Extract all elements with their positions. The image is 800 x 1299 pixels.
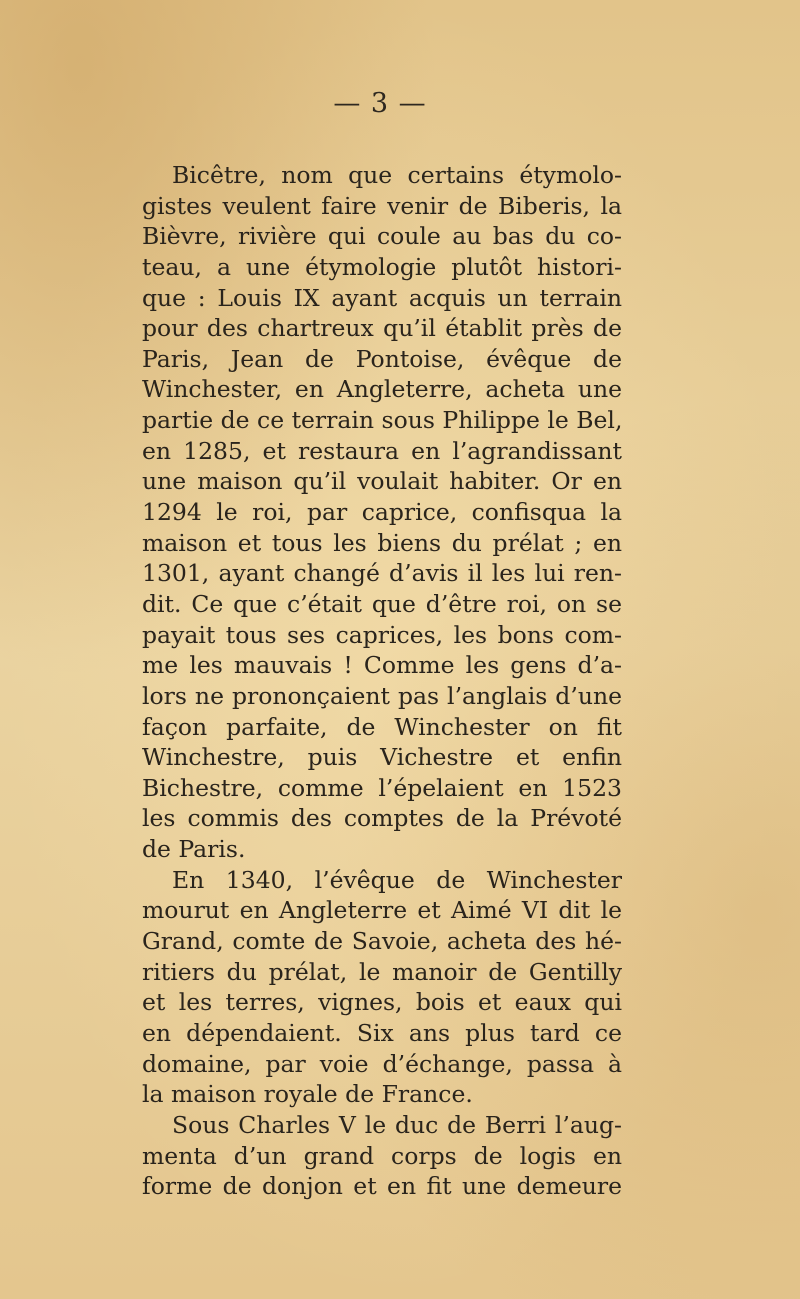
- text-line: Paris, Jean de Pontoise, évêque de: [142, 344, 622, 373]
- text-line: de Paris.: [142, 835, 246, 864]
- page-number: — 3 —: [333, 88, 427, 119]
- text-line: pour des chartreux qu’il établit près de: [142, 314, 622, 343]
- text-line: les commis des comptes de la Prévoté: [142, 804, 622, 833]
- text-line: domaine, par voie d’échange, passa à: [142, 1049, 622, 1078]
- text-line: Bichestre, comme l’épelaient en 1523: [142, 773, 622, 802]
- text-line: en 1285, et restaura en l’agrandissant: [142, 436, 622, 465]
- text-line: Bicêtre, nom que certains étymolo-: [172, 161, 622, 189]
- text-line: que : Louis IX ayant acquis un terrain: [142, 283, 622, 312]
- text-line: dit. Ce que c’était que d’être roi, on se: [142, 589, 622, 618]
- text-line: menta d’un grand corps de logis en: [142, 1141, 622, 1170]
- text-line: Sous Charles V le duc de Berri l’aug-: [172, 1110, 622, 1139]
- text-line: en dépendaient. Six ans plus tard ce: [142, 1018, 622, 1047]
- text-line: et les terres, vignes, bois et eaux qui: [142, 988, 622, 1017]
- text-line: une maison qu’il voulait habiter. Or en: [142, 467, 622, 496]
- text-line: mourut en Angleterre et Aimé VI dit le: [142, 896, 622, 925]
- text-line: partie de ce terrain sous Philippe le Bel,: [142, 406, 622, 435]
- text-line: gistes veulent faire venir de Biberis, la: [142, 191, 622, 220]
- text-line: Winchestre, puis Vichestre et enfin: [142, 743, 622, 772]
- text-line: Winchester, en Angleterre, acheta une: [142, 375, 622, 404]
- body-text: [142, 160, 622, 1202]
- text-line: façon parfaite, de Winchester on fit: [142, 712, 622, 741]
- text-line: la maison royale de France.: [142, 1080, 473, 1109]
- text-line: En 1340, l’évêque de Winchester: [172, 865, 622, 894]
- text-line: forme de donjon et en fit une demeure: [142, 1172, 622, 1201]
- text-line: maison et tous les biens du prélat ; en: [142, 528, 622, 557]
- text-line: ritiers du prélat, le manoir de Gentilly: [142, 957, 622, 986]
- text-line: Bièvre, rivière qui coule au bas du co-: [142, 222, 622, 251]
- text-line: teau, a une étymologie plutôt histori-: [142, 252, 622, 281]
- text-line: 1301, ayant changé d’avis il les lui ren-: [142, 559, 622, 588]
- text-line: Grand, comte de Savoie, acheta des hé-: [142, 927, 622, 956]
- text-line: payait tous ses caprices, les bons com-: [142, 620, 622, 649]
- text-line: lors ne prononçaient pas l’anglais d’une: [142, 681, 622, 710]
- text-line: me les mauvais ! Comme les gens d’a-: [142, 651, 622, 680]
- text-line: 1294 le roi, par caprice, confisqua la: [142, 498, 622, 527]
